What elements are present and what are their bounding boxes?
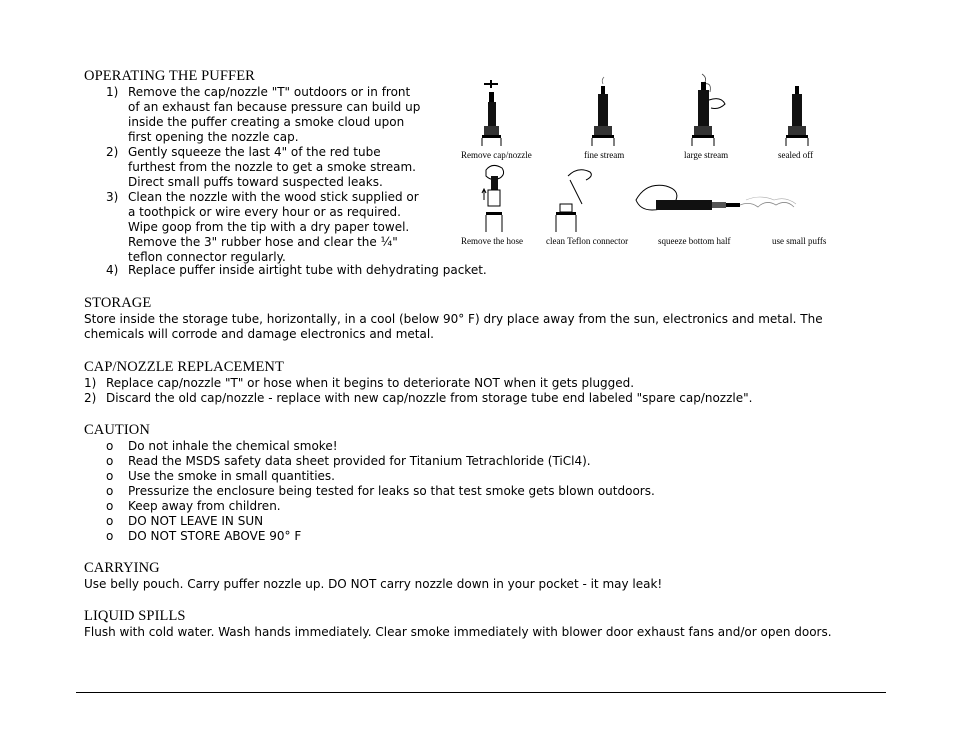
operating-steps	[84, 85, 464, 265]
item-text: Replace cap/nozzle "T" or hose when it begins to deteriorate NOT when it gets plugged.	[106, 376, 635, 390]
step-line: first opening the nozzle cap.	[128, 130, 299, 144]
sealed-off-illustration	[786, 86, 808, 146]
item-text: Keep away from children.	[128, 499, 281, 513]
bullet: o	[106, 529, 114, 543]
clean-connector-illustration	[556, 170, 591, 232]
list-item	[84, 484, 874, 499]
storage-line: Store inside the storage tube, horizontally, in a cool (below 90° F) dry place away from the sun, electronics and metal. The	[84, 312, 823, 326]
list-item	[84, 514, 874, 529]
step-line: teflon connector regularly.	[128, 250, 286, 264]
remove-hose-illustration	[482, 165, 504, 232]
step-line: furthest from the nozzle to get a smoke stream.	[128, 160, 416, 174]
step-line: inside the puffer creating a smoke cloud upon	[128, 115, 405, 129]
replacement-list	[84, 376, 874, 406]
storage-line: chemicals will corrode and damage electronics and metal.	[84, 327, 434, 341]
list-item	[84, 145, 464, 190]
carrying-text: Use belly pouch. Carry puffer nozzle up. DO NOT carry nozzle down in your pocket - it may leak!	[84, 577, 663, 591]
list-item	[84, 391, 874, 406]
storage-title: STORAGE	[84, 295, 152, 311]
caption: fine stream	[584, 150, 625, 160]
item-text: DO NOT LEAVE IN SUN	[128, 514, 264, 528]
bullet: o	[106, 439, 114, 453]
bullet: o	[106, 514, 114, 528]
spills-text: Flush with cold water. Wash hands immediately. Clear smoke immediately with blower door exhaust fans and/or open doors.	[84, 625, 832, 639]
step-number: 2)	[106, 145, 119, 159]
puffer-illustrations	[456, 72, 848, 252]
caution-section	[84, 421, 874, 544]
item-text: Read the MSDS safety data sheet provided for Titanium Tetrachloride (TiCl4).	[128, 454, 591, 468]
list-item	[84, 376, 874, 391]
operating-title: OPERATING THE PUFFER	[84, 68, 255, 84]
footer-rule	[76, 692, 886, 693]
large-stream-illustration	[692, 74, 725, 146]
caption: Remove the hose	[461, 236, 523, 246]
item-text: Do not inhale the chemical smoke!	[128, 439, 338, 453]
step-line: Clean the nozzle with the wood stick supplied or	[128, 190, 419, 204]
list-item	[84, 85, 464, 145]
item-text: Discard the old cap/nozzle - replace with new cap/nozzle from storage tube end labeled "spare cap/nozzle".	[106, 391, 753, 405]
operating-step-4	[84, 263, 874, 278]
storage-section	[84, 294, 874, 342]
step-line: Remove the 3" rubber hose and clear the ¼"	[128, 235, 398, 249]
step-line: of an exhaust fan because pressure can build up	[128, 100, 421, 114]
squeeze-illustration	[636, 185, 796, 210]
operating-section	[84, 67, 464, 265]
item-text: DO NOT STORE ABOVE 90° F	[128, 529, 302, 543]
remove-cap-illustration	[482, 80, 501, 146]
replacement-title: CAP/NOZZLE REPLACEMENT	[84, 359, 284, 375]
item-text: Use the smoke in small quantities.	[128, 469, 335, 483]
bullet: o	[106, 469, 114, 483]
list-item	[84, 469, 874, 484]
step-line: Gently squeeze the last 4" of the red tube	[128, 145, 381, 159]
carrying-title: CARRYING	[84, 560, 160, 576]
fine-stream-illustration	[592, 77, 614, 146]
item-number: 2)	[84, 391, 97, 405]
caption: large stream	[684, 150, 729, 160]
spills-section	[84, 607, 874, 640]
step-line: Replace puffer inside airtight tube with dehydrating packet.	[128, 263, 487, 277]
step-line: Direct small puffs toward suspected leaks.	[128, 175, 383, 189]
caution-list	[84, 439, 874, 544]
item-text: Pressurize the enclosure being tested for leaks so that test smoke gets blown outdoors.	[128, 484, 655, 498]
step-number: 1)	[106, 85, 119, 99]
bullet: o	[106, 499, 114, 513]
replacement-section	[84, 358, 874, 406]
caption: use small puffs	[772, 236, 827, 246]
caution-title: CAUTION	[84, 422, 150, 438]
list-item	[84, 529, 874, 544]
caption: squeeze bottom half	[658, 236, 731, 246]
caption: Remove cap/nozzle	[461, 150, 532, 160]
step-line: a toothpick or wire every hour or as required.	[128, 205, 401, 219]
item-number: 1)	[84, 376, 97, 390]
step-number: 3)	[106, 190, 119, 204]
list-item	[84, 439, 874, 454]
caption: sealed off	[778, 150, 814, 160]
step-number: 4)	[106, 263, 119, 277]
carrying-section	[84, 559, 874, 592]
bullet: o	[106, 454, 114, 468]
list-item	[84, 499, 874, 514]
list-item	[84, 454, 874, 469]
list-item	[84, 263, 874, 278]
caption: clean Teflon connector	[546, 236, 629, 246]
step-line: Wipe goop from the tip with a dry paper towel.	[128, 220, 410, 234]
spills-title: LIQUID SPILLS	[84, 608, 186, 624]
bullet: o	[106, 484, 114, 498]
list-item	[84, 190, 464, 265]
step-line: Remove the cap/nozzle "T" outdoors or in front	[128, 85, 411, 99]
